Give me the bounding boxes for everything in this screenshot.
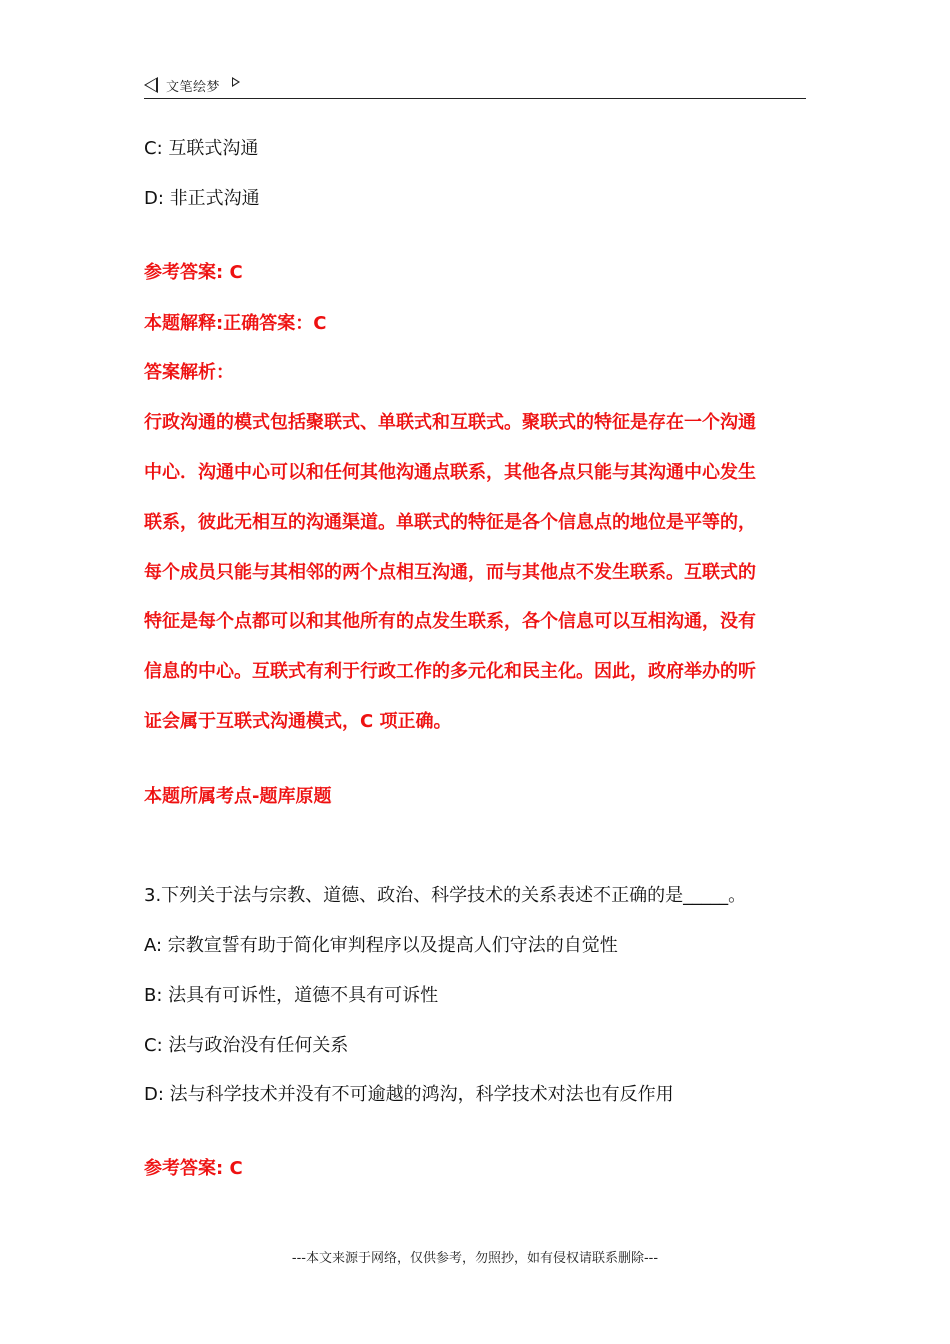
analysis-line: 行政沟通的模式包括聚联式、单联式和互联式。聚联式的特征是存在一个沟通 (144, 412, 756, 433)
triangle-right-icon (232, 77, 240, 87)
analysis-line: 特征是每个点都可以和其他所有的点发生联系，各个信息可以互相沟通，没有 (144, 611, 756, 632)
q2-reference-answer: 参考答案: C (144, 262, 243, 283)
triangle-left-icon (144, 77, 158, 93)
footer-disclaimer: ---本文来源于网络，仅供参考，勿照抄，如有侵权请联系删除--- (291, 1251, 659, 1266)
q2-topic: 本题所属考点-题库原题 (144, 786, 332, 807)
q3-reference-answer: 参考答案: C (144, 1158, 243, 1179)
page-header (144, 74, 806, 99)
analysis-line: 信息的中心。互联式有利于行政工作的多元化和民主化。因此，政府举办的听 (144, 661, 756, 682)
header-brand: 文笔绘梦 (166, 80, 221, 95)
q3-question: 3.下列关于法与宗教、道德、政治、科学技术的关系表述不正确的是_____。 (144, 885, 747, 906)
q3-option-c: C: 法与政治没有任何关系 (144, 1035, 349, 1056)
analysis-line: 中心．沟通中心可以和任何其他沟通点联系，其他各点只能与其沟通中心发生 (144, 462, 756, 483)
q3-option-b: B: 法具有可诉性，道德不具有可诉性 (144, 985, 439, 1006)
q2-option-d: D: 非正式沟通 (144, 188, 260, 209)
analysis-line: 每个成员只能与其相邻的两个点相互沟通，而与其他点不发生联系。互联式的 (144, 562, 756, 583)
q3-option-a: A: 宗教宣誓有助于简化审判程序以及提高人们守法的自觉性 (144, 935, 618, 956)
q2-explanation-title: 本题解释:正确答案：C (144, 313, 327, 334)
analysis-line: 联系，彼此无相互的沟通渠道。单联式的特征是各个信息点的地位是平等的， (144, 512, 756, 533)
q2-analysis-label: 答案解析： (144, 362, 234, 383)
q2-option-c: C: 互联式沟通 (144, 138, 259, 159)
q3-option-d: D: 法与科学技术并没有不可逾越的鸿沟，科学技术对法也有反作用 (144, 1084, 674, 1105)
analysis-line: 证会属于互联式沟通模式，C 项正确。 (144, 711, 452, 732)
